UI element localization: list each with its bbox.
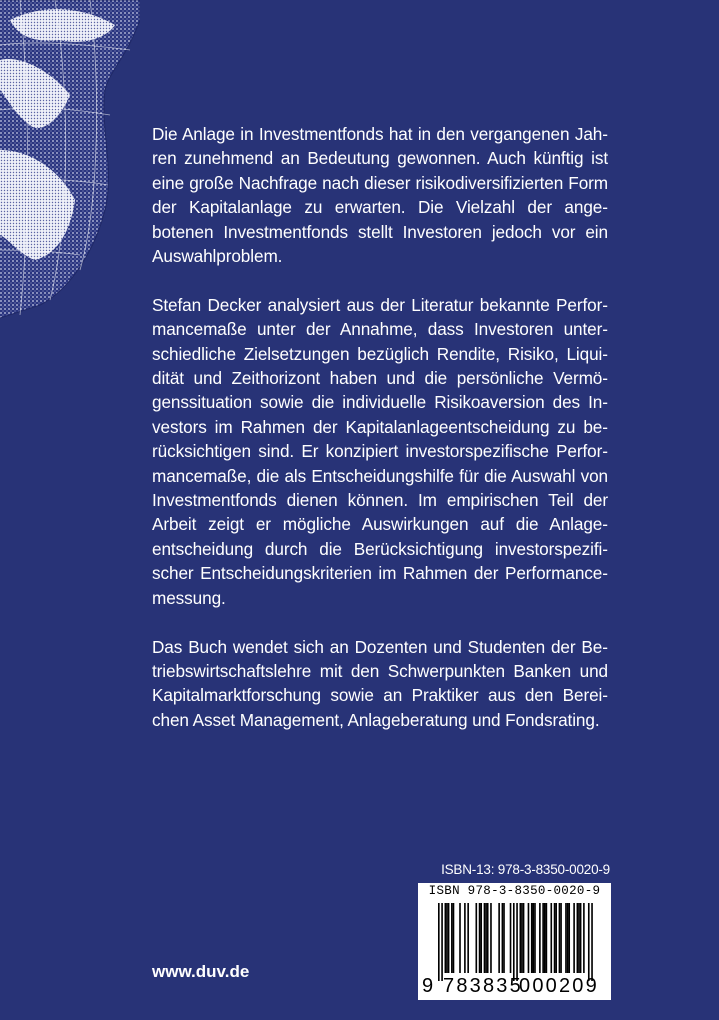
barcode-bar — [479, 903, 481, 973]
barcode-bar — [485, 903, 487, 973]
barcode-bar — [448, 903, 450, 973]
barcode-bar — [480, 903, 482, 973]
barcode-bar — [533, 903, 535, 973]
barcode-bar — [539, 903, 541, 973]
barcode-bar — [573, 903, 575, 973]
barcode-bar — [546, 903, 548, 973]
blurb-paragraph: Stefan Decker analysiert aus der Literatur bekannte Performancemaße unter der Annahme, dass Investoren unterschiedliche Zielsetzungen bezüglich Rendite, Risiko, Liquidität und Zeithorizont haben und die persönliche Vermögenssituation sowie die individuelle Risikoaversion des Investors im Rahmen der Kapitalanlageentscheidung zu berücksichtigen sind. Er konzipiert investorspezifische Performancemaße, die als Entscheidungshilfe für die Auswahl von Investmentfonds dienen können. Im empirischen Teil der Arbeit zeigt er mögliche Auswirkungen auf die Anlageentscheidung durch die Berücksichtigung investorspezifischer Entscheidungskriterien im Rahmen der Performancemessung. — [152, 294, 608, 608]
barcode-bar — [567, 903, 569, 973]
barcode-bar — [484, 903, 486, 973]
barcode-bar — [487, 903, 489, 973]
barcode-digit-group: 9 — [422, 975, 434, 997]
blurb-paragraph: Die Anlage in Investmentfonds hat in den vergangenen Jahren zunehmend an Bedeutung gewonnen. Auch künftig ist eine große Nachfrage nach dieser risikodiversifizierten Form der Kapitalanlage zu erwarten. Die Vielzahl der angebotenen Investmentfonds stellt Investoren jedoch vor ein Auswahlproblem. — [152, 124, 608, 267]
barcode-bar — [523, 903, 525, 973]
barcode-bar — [467, 903, 469, 973]
barcode-bar — [516, 903, 518, 981]
barcode-digit-group: 000209 — [519, 975, 599, 997]
barcode-bar — [544, 903, 546, 973]
barcode-bar — [451, 903, 453, 973]
barcode-bar — [438, 903, 440, 981]
barcode-bar — [510, 903, 512, 973]
blurb-paragraph: Das Buch wendet sich an Dozenten und Studenten der Betriebswirtschaftslehre mit den Schwerpunkten Banken und Kapitalmarktforschung sowie an Praktiker aus den Bereichen Asset Management, Anlageberatung und Fondsrating. — [152, 636, 608, 730]
barcode-digit-group: 783835 — [443, 975, 523, 997]
barcode-bar — [565, 903, 567, 973]
barcode-bar — [520, 903, 522, 973]
barcode-isbn-text: ISBN 978-3-8350-0020-9 — [428, 884, 601, 898]
barcode-bar — [502, 903, 504, 973]
barcode-bar — [498, 903, 500, 973]
barcode-bar — [591, 903, 593, 981]
barcode-bar — [464, 903, 466, 973]
barcode-bar — [521, 903, 523, 973]
barcode-bar — [550, 903, 552, 973]
barcode-bar — [580, 903, 582, 973]
barcode-bar — [490, 903, 492, 973]
publisher-url[interactable]: www.duv.de — [152, 962, 250, 981]
barcode-bar — [554, 903, 556, 973]
barcode-bar — [568, 903, 570, 973]
barcode-bar — [453, 903, 455, 973]
barcode-bar — [445, 903, 447, 973]
barcode-bar — [534, 903, 536, 973]
globe-illustration — [0, 0, 140, 320]
barcode-bar — [446, 903, 448, 973]
back-cover-blurb — [152, 122, 608, 757]
barcode-bar — [459, 903, 461, 973]
barcode-bar — [560, 903, 562, 973]
barcode — [418, 883, 611, 1000]
barcode-bar — [588, 903, 590, 981]
barcode-bar — [441, 903, 443, 981]
barcode-bar — [542, 903, 544, 973]
barcode-bar — [559, 903, 561, 973]
barcode-bar — [475, 903, 477, 973]
barcode-bar — [528, 903, 530, 973]
barcode-bar — [513, 903, 515, 981]
barcode-bar — [503, 903, 505, 973]
barcode-bar — [583, 903, 585, 973]
barcode-bar — [531, 903, 533, 973]
barcode-bar — [555, 903, 557, 973]
isbn-label: ISBN-13: 978-3-8350-0020-9 — [441, 862, 610, 877]
barcode-bar — [578, 903, 580, 973]
barcode-bar — [577, 903, 579, 973]
